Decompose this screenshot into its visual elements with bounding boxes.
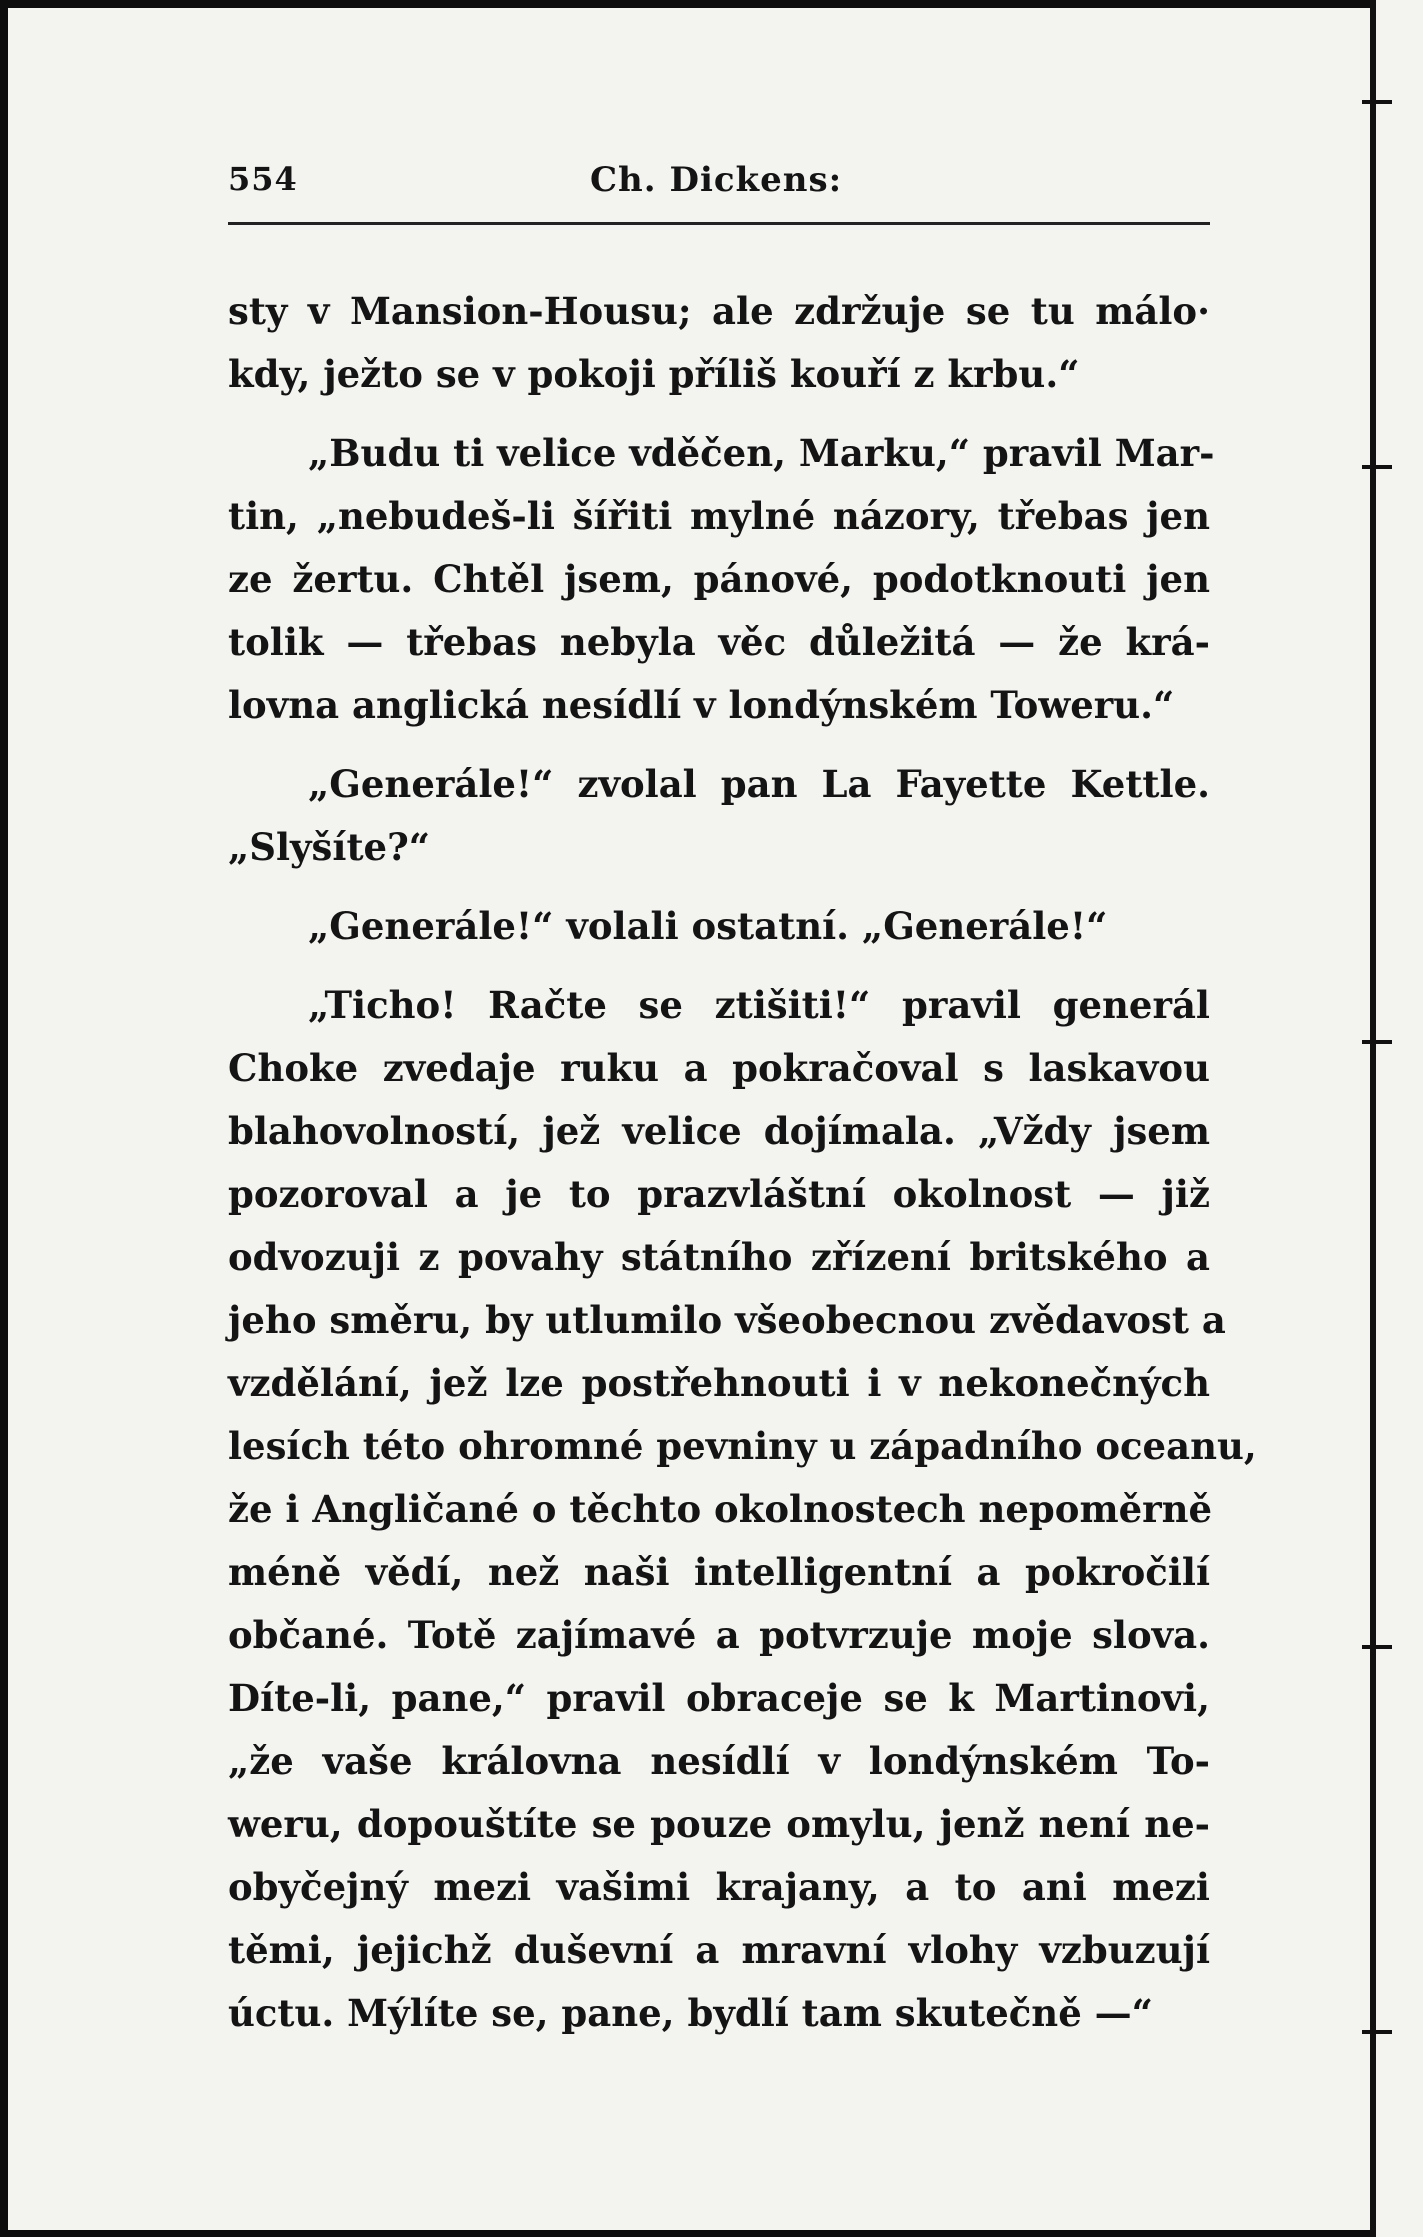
page-edge: [1370, 0, 1423, 2237]
paragraph: [228, 753, 1210, 879]
paragraph: [228, 895, 1210, 958]
text-line: pozoroval a je to prazvláštní okolnost — již: [228, 1172, 1210, 1216]
text-line: sty v Mansion-Housu; ale zdržuje se tu málo·: [228, 289, 1210, 333]
text-line: tin, „nebudeš-li šířiti mylné názory, třebas jen: [228, 494, 1210, 538]
text-line: odvozuji z povahy státního zřízení britského a: [228, 1235, 1210, 1279]
text-line: kdy, ježto se v pokoji příliš kouří z krbu.“: [228, 352, 1080, 396]
edge-mark: [1362, 100, 1392, 104]
text-line: „že vaše královna nesídlí v londýnském To-: [228, 1739, 1210, 1783]
page-number: 554: [228, 160, 298, 198]
edge-mark: [1362, 1040, 1392, 1044]
paragraph: [228, 974, 1257, 2045]
edge-mark: [1362, 465, 1392, 469]
text-line: „Generále!“ volali ostatní. „Generále!“: [308, 904, 1108, 948]
text-line: jeho směru, by utlumilo všeobecnou zvědavost a: [228, 1298, 1226, 1342]
text-line: tolik — třebas nebyla věc důležitá — že krá-: [228, 620, 1210, 664]
text-line: „Slyšíte?“: [228, 825, 431, 869]
page-header: [228, 160, 1210, 225]
paragraph: [228, 422, 1215, 737]
text-line: „Generále!“ zvolal pan La Fayette Kettle.: [308, 762, 1210, 806]
paragraph-gap: [228, 879, 1210, 895]
text-line: Choke zvedaje ruku a pokračoval s laskavou: [228, 1046, 1210, 1090]
paragraph-gap: [228, 737, 1210, 753]
text-line: vzdělání, jež lze postřehnouti i v nekonečných: [228, 1361, 1210, 1405]
text-line: obyčejný mezi vašimi krajany, a to ani mezi: [228, 1865, 1210, 1909]
text-line: „Budu ti velice vděčen, Marku,“ pravil Mar-: [308, 431, 1215, 475]
text-line: těmi, jejichž duševní a mravní vlohy vzbuzují: [228, 1928, 1210, 1972]
text-line: méně vědí, než naši intelligentní a pokročilí: [228, 1550, 1210, 1594]
text-line: blahovolností, jež velice dojímala. „Vždy jsem: [228, 1109, 1210, 1153]
running-head: Ch. Dickens:: [590, 160, 843, 200]
text-line: úctu. Mýlíte se, pane, bydlí tam skutečně —“: [228, 1991, 1153, 2035]
text-line: že i Angličané o těchto okolnostech nepoměrně: [228, 1487, 1213, 1531]
text-line: ze žertu. Chtěl jsem, pánové, podotknouti jen: [228, 557, 1210, 601]
paragraph: [228, 280, 1210, 406]
text-line: Díte-li, pane,“ pravil obraceje se k Martinovi,: [228, 1676, 1210, 1720]
text-line: „Ticho! Račte se ztišiti!“ pravil generál: [308, 983, 1210, 1027]
paragraph-gap: [228, 406, 1210, 422]
text-line: občané. Totě zajímavé a potvrzuje moje slova.: [228, 1613, 1210, 1657]
text-line: lesích této ohromné pevniny u západního oceanu,: [228, 1424, 1257, 1468]
paragraph-gap: [228, 958, 1210, 974]
text-line: lovna anglická nesídlí v londýnském Toweru.“: [228, 683, 1175, 727]
edge-mark: [1362, 2030, 1392, 2034]
text-line: weru, dopouštíte se pouze omylu, jenž není ne-: [228, 1802, 1210, 1846]
edge-mark: [1362, 1645, 1392, 1649]
body-text: [228, 280, 1257, 2045]
